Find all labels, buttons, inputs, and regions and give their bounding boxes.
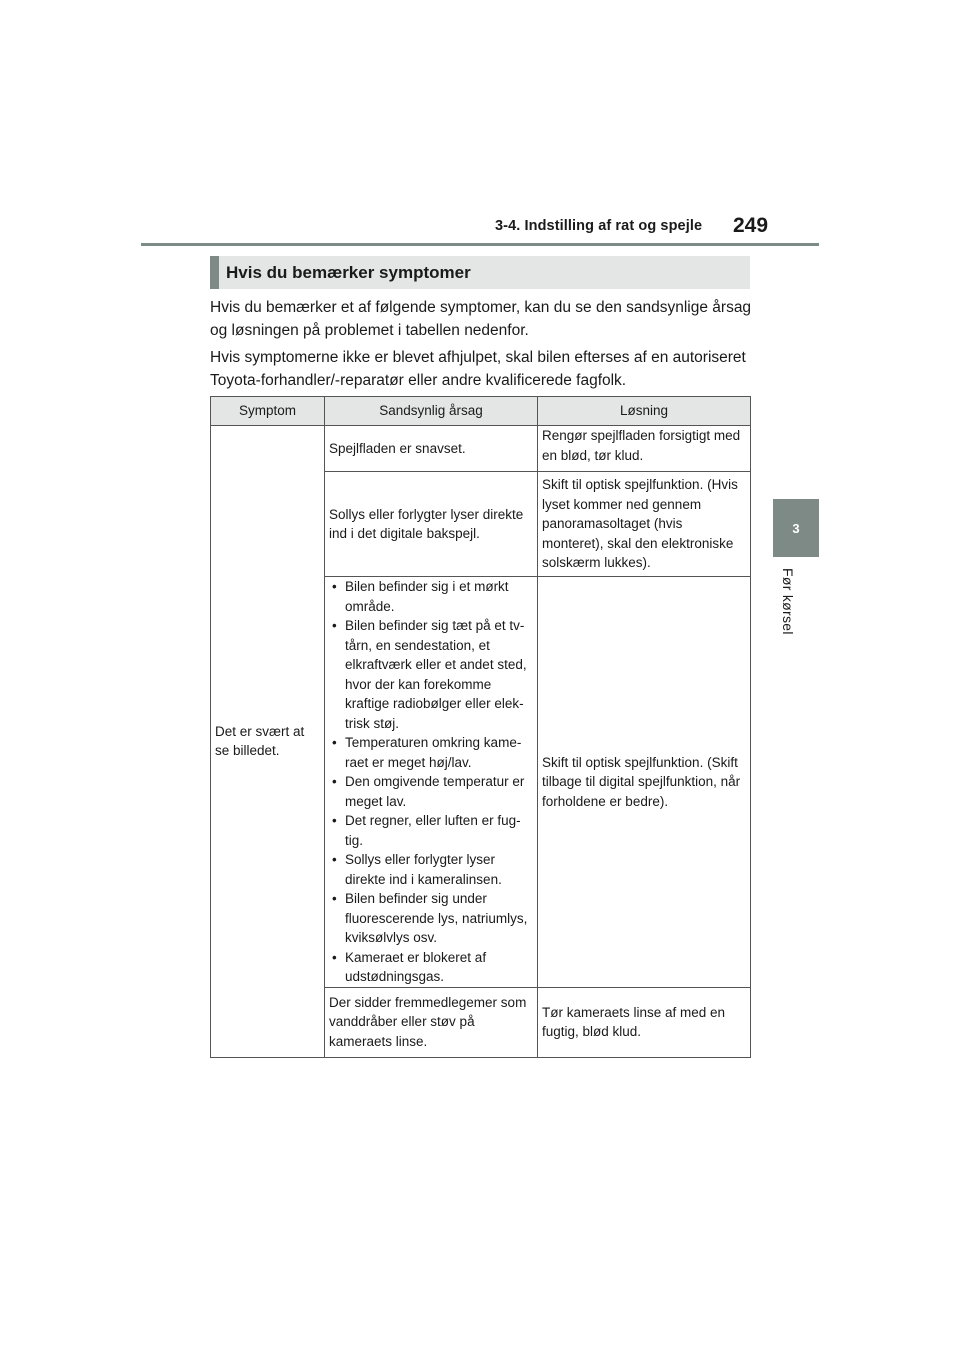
chapter-tab	[773, 499, 819, 557]
section-title: Hvis du bemærker symptomer	[226, 262, 471, 282]
solution-cell: Tør kameraets linse af med en fugtig, blød klud.	[538, 987, 751, 1057]
list-item: • Bilen befinder sig tæt på et tv-tårn, en sendestation, et elkraftværk eller et andet sted, hvor der kan forekomme kraftige radiobølger eller elektrisk støj.	[329, 616, 533, 733]
list-item: • Bilen befinder sig under fluorescerende lys, natriumlys, kviksølvlys osv.	[329, 889, 533, 948]
cause-list-cell	[325, 577, 538, 988]
service-paragraph: Hvis symptomerne ikke er blevet afhjulpet, skal bilen efterses af en autoriseret Toyota-forhandler/-reparatør eller andre kvalificerede fagfolk.	[210, 349, 746, 389]
list-item: • Det regner, eller luften er fugtig.	[329, 811, 533, 850]
solution-cell: Skift til optisk spejlfunktion. (Hvis lyset kommer ned gennem panoramasoltaget (hvis monteret), skal den elektroniske solskærm lukkes).	[538, 472, 751, 577]
cause-cell: Der sidder fremmedlegemer som vanddråber eller støv på kameraets linse.	[325, 987, 538, 1057]
table-header-row	[211, 397, 751, 426]
intro-paragraph: Hvis du bemærker et af følgende symptomer, kan du se den sandsynlige årsag og løsningen på problemet i tabellen nedenfor.	[210, 299, 752, 339]
solution-cell: Rengør spejlfladen forsigtigt med en blød, tør klud.	[538, 426, 751, 472]
chapter-tab-number: 3	[792, 520, 800, 536]
list-item: • Den omgivende temperatur er meget lav.	[329, 772, 533, 811]
cause-cell: Spejlfladen er snavset.	[325, 426, 538, 472]
list-item: • Kameraet er blokeret af udstødningsgas.	[329, 948, 533, 987]
running-header-section: 3-4. Indstilling af rat og spejle	[495, 218, 703, 234]
symptom-table	[210, 396, 751, 1058]
header-divider	[141, 243, 819, 246]
page-number: 249	[733, 214, 769, 237]
header-cause: Sandsynlig årsag	[325, 397, 538, 426]
section-heading	[210, 256, 750, 289]
solution-cell: Skift til optisk spejlfunktion. (Skift tilbage til digital spejlfunktion, når forholdene er bedre).	[538, 577, 751, 988]
symptom-cell: Det er svært at se billedet.	[211, 426, 325, 1058]
chapter-tab-label: Før kørsel	[780, 568, 796, 635]
list-item: • Sollys eller forlygter lyser direkte ind i kameralinsen.	[329, 850, 533, 889]
list-item: • Temperaturen omkring kameraet er meget høj/lav.	[329, 733, 533, 772]
header-symptom: Symptom	[211, 397, 325, 426]
header-solution: Løsning	[538, 397, 751, 426]
list-item: • Bilen befinder sig i et mørkt område.	[329, 577, 533, 616]
table-row	[211, 426, 751, 472]
cause-list	[329, 577, 533, 987]
cause-cell: Sollys eller forlygter lyser direkte ind i det digitale bakspejl.	[325, 472, 538, 577]
